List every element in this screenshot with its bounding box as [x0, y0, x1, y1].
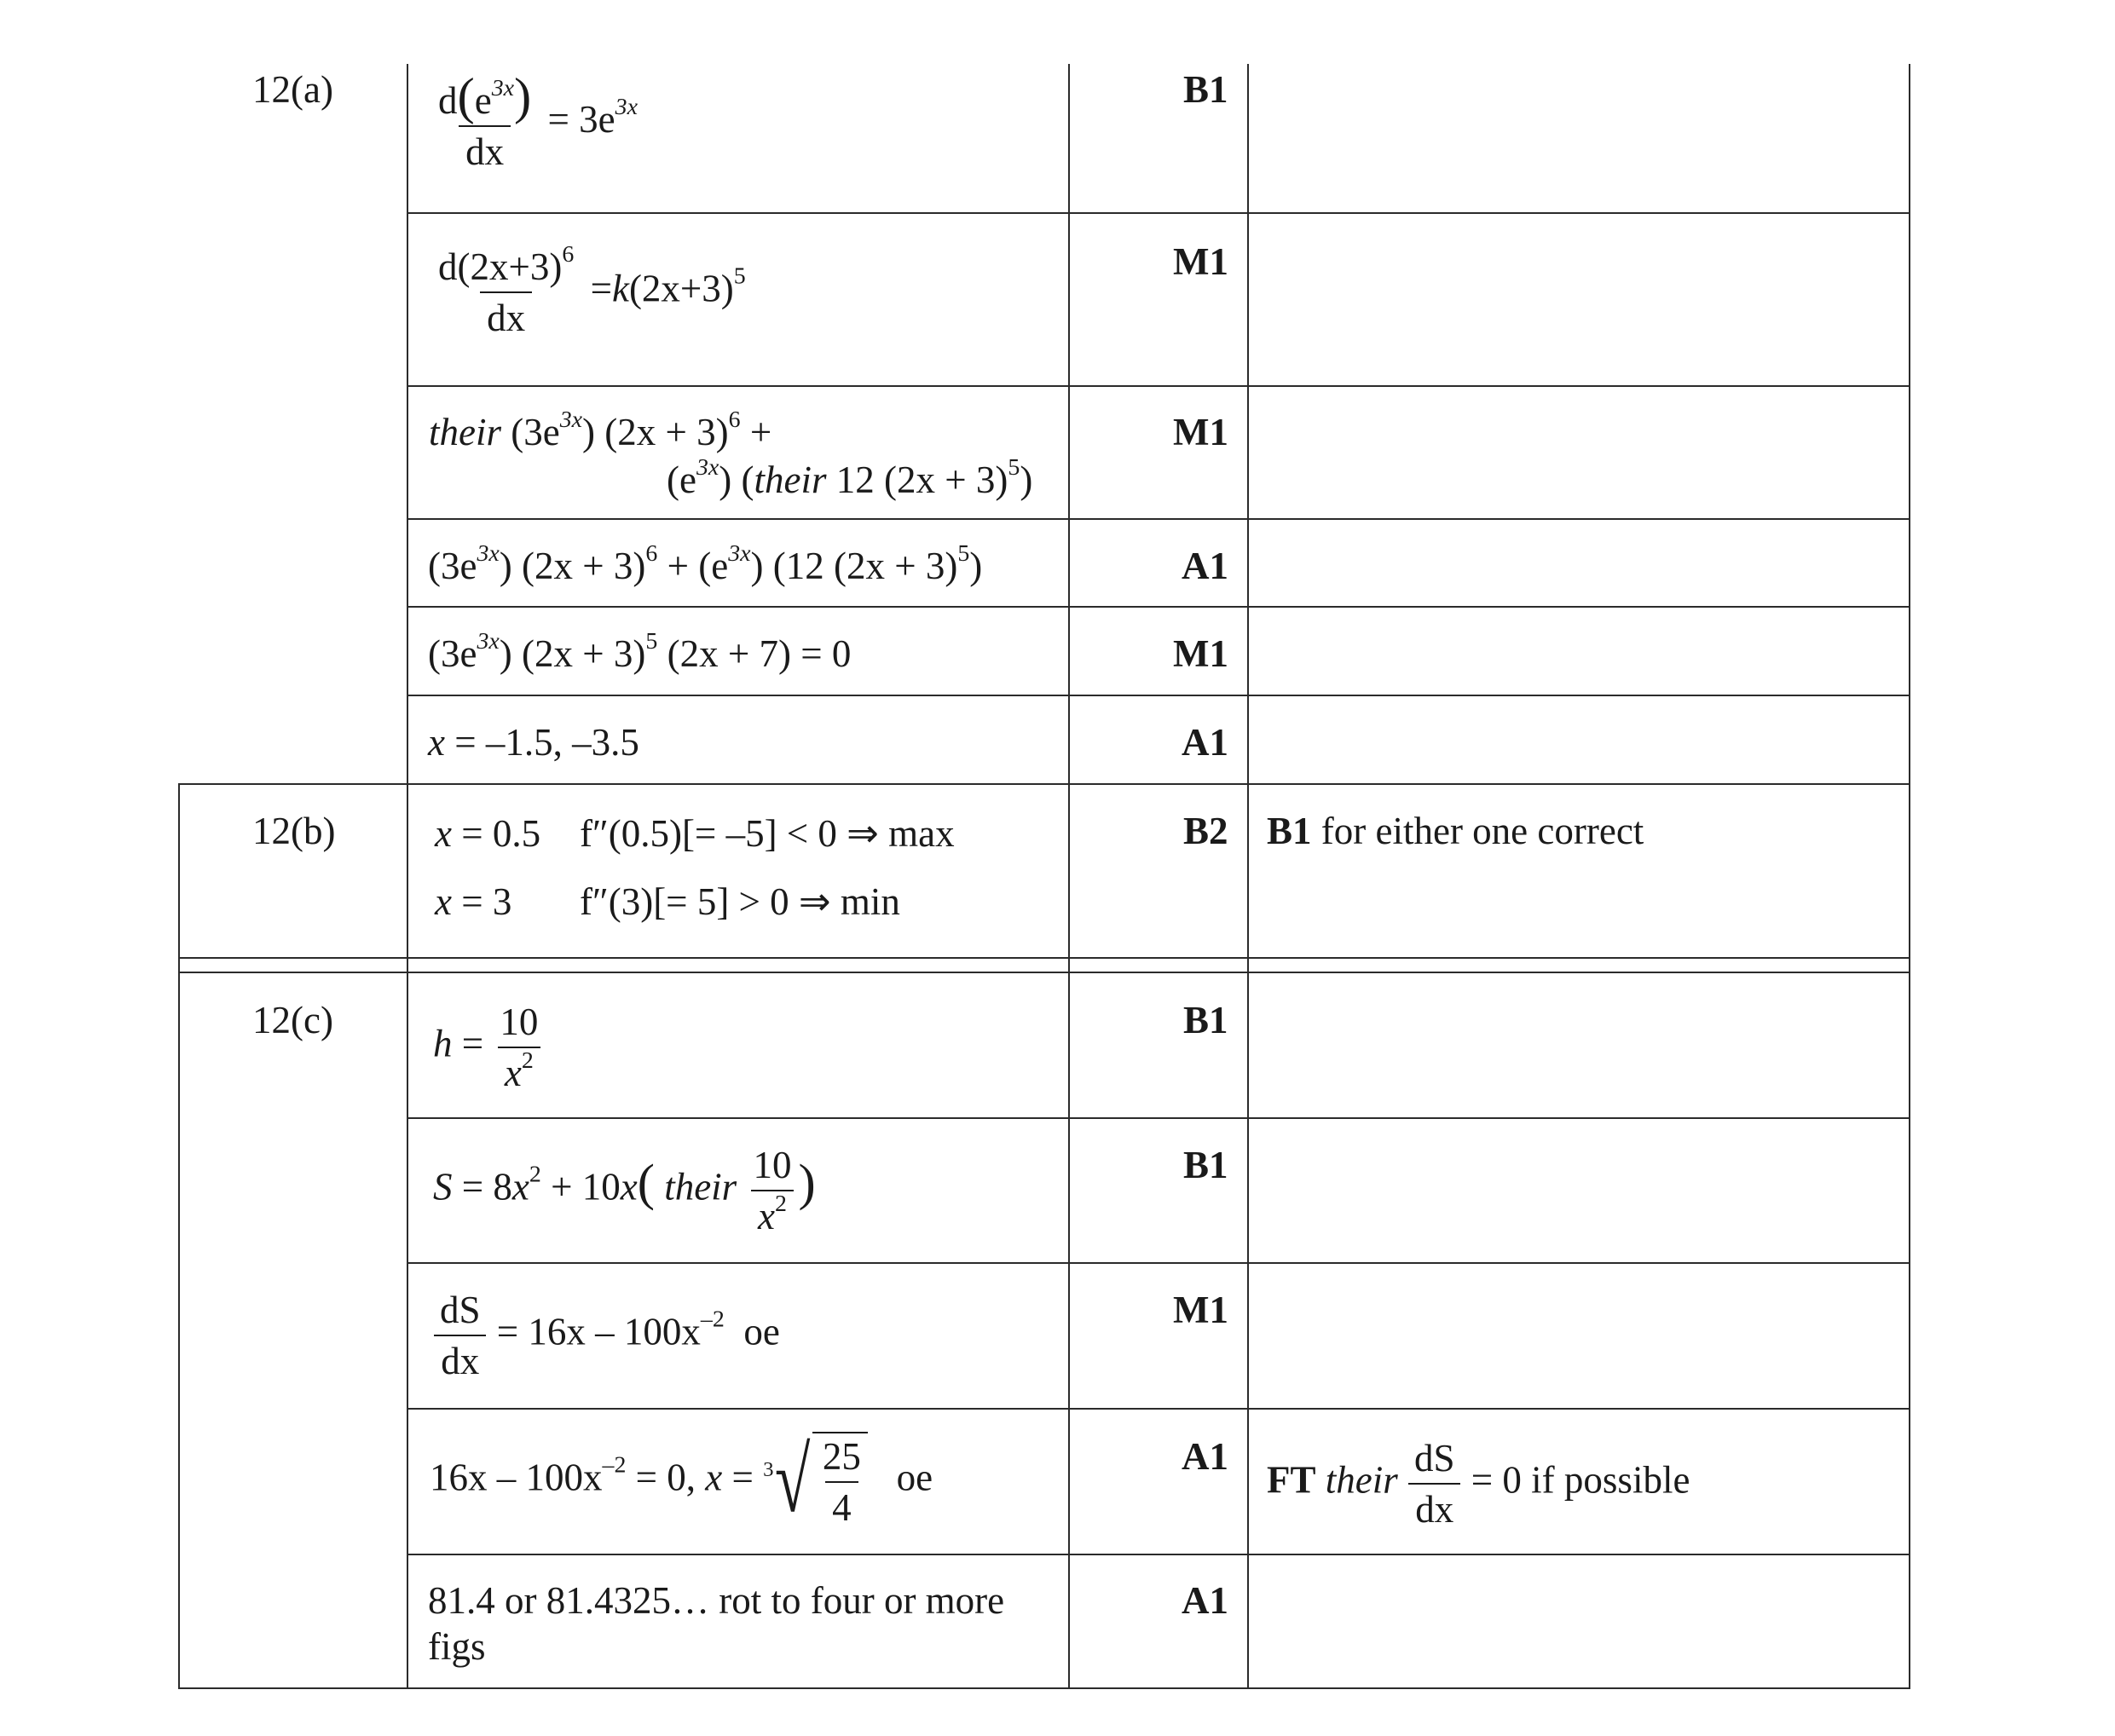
fraction: $\frac{10}{x^2}$ [493, 999, 545, 1096]
derivative-fraction: $\frac{dS}{dx}$ [1407, 1435, 1462, 1532]
mark: A1 [1182, 1579, 1228, 1622]
answer-c5-line2: figs [428, 1625, 486, 1668]
answer-c3: $\frac{dS}{dx}$ = $16x - 100x^{-2}$ oe [433, 1287, 780, 1384]
row-divider [407, 385, 1910, 387]
mark: B1 [1183, 68, 1228, 111]
question-label: 12(a) [252, 68, 333, 111]
mark: M1 [1173, 411, 1228, 453]
section-divider [178, 972, 1910, 973]
mark: B2 [1183, 810, 1228, 852]
answer-c2: $S = 8x^2 + 10x$( their $\frac{10}{x^2}$ ) [433, 1144, 816, 1237]
row-divider [407, 518, 1910, 520]
row-divider [407, 1554, 1910, 1555]
section-divider [178, 783, 1910, 785]
table-bottom [178, 1687, 1910, 1689]
mark: A1 [1182, 545, 1228, 587]
answer-b1-line2: x = 3 [435, 880, 512, 923]
mark: M1 [1173, 240, 1228, 283]
answer-a5: $(3e^{3x}) (2x + 3)^5$ (2x + 7) = 0 [428, 628, 852, 675]
derivative-fraction: $\frac{d(2x+3)^6}{dx}$ [438, 241, 575, 339]
derivative-fraction: $\frac{d(e^{3x})}{dx}$ [438, 68, 532, 173]
question-label: 12(b) [252, 810, 336, 852]
mark: A1 [1182, 1435, 1228, 1478]
mark: M1 [1173, 632, 1228, 675]
mark: B1 [1183, 999, 1228, 1041]
col-divider-right [1909, 64, 1910, 1689]
col-divider-marks [1247, 64, 1249, 1689]
answer-b1-line1-test: f″(0.5)[= –5] < 0 ⇒ max [580, 812, 955, 855]
row-divider [407, 606, 1910, 608]
answer-a4: $(3e^{3x}) (2x + 3)^6 + (e^{3x})$ (12 $(2x + 3)^5$) [428, 540, 983, 587]
answer-b1-line1: x = 0.5 [435, 812, 541, 855]
row-divider [407, 212, 1910, 214]
col-divider-question [407, 64, 408, 1689]
answer-a3-line2: $(e^{3x})$ (their 12 $(2x + 3)^5$) [667, 454, 1033, 501]
row-divider [407, 695, 1910, 696]
row-divider [407, 1262, 1910, 1264]
row-divider [407, 1408, 1910, 1410]
mark: B1 [1183, 1144, 1228, 1186]
answer-a6: x = –1.5, –3.5 [428, 721, 639, 764]
guidance-c4: FT their $\frac{dS}{dx}$ = 0 if possible [1267, 1437, 1690, 1531]
answer-c4: $16x - 100x^{-2} = 0$, x = 3 √ $\frac{25}{4}$ oe [430, 1430, 933, 1531]
col-divider-answer [1068, 64, 1070, 1689]
col-divider-q-left [178, 783, 180, 1689]
answer-b1-line2-test: f″(3)[= 5] > 0 ⇒ min [580, 880, 900, 923]
answer-a2: $\frac{d(2x+3)^6}{dx}$ $=k(2x+3)^5$ [431, 244, 746, 341]
fraction: $\frac{10}{x^2}$ [746, 1142, 798, 1239]
section-divider [178, 957, 1910, 959]
derivative-fraction: $\frac{dS}{dx}$ [433, 1287, 488, 1384]
cube-root: 3 √ $\frac{25}{4}$ [763, 1432, 868, 1531]
question-label: 12(c) [252, 999, 333, 1041]
mark: A1 [1182, 721, 1228, 764]
answer-a3-line1: their $(3e^{3x}) (2x + 3)^6$ + [429, 407, 772, 453]
mark: M1 [1173, 1289, 1228, 1331]
answer-a1: $\frac{d(e^{3x})}{dx}$ = $3e^{3x}$ [431, 72, 638, 175]
answer-c1: h = $\frac{10}{x^2}$ [433, 999, 545, 1096]
answer-c5-line1: 81.4 or 81.4325… rot to four or more [428, 1579, 1005, 1622]
row-divider [407, 1117, 1910, 1119]
guidance-b1: B1 for either one correct [1267, 810, 1644, 852]
